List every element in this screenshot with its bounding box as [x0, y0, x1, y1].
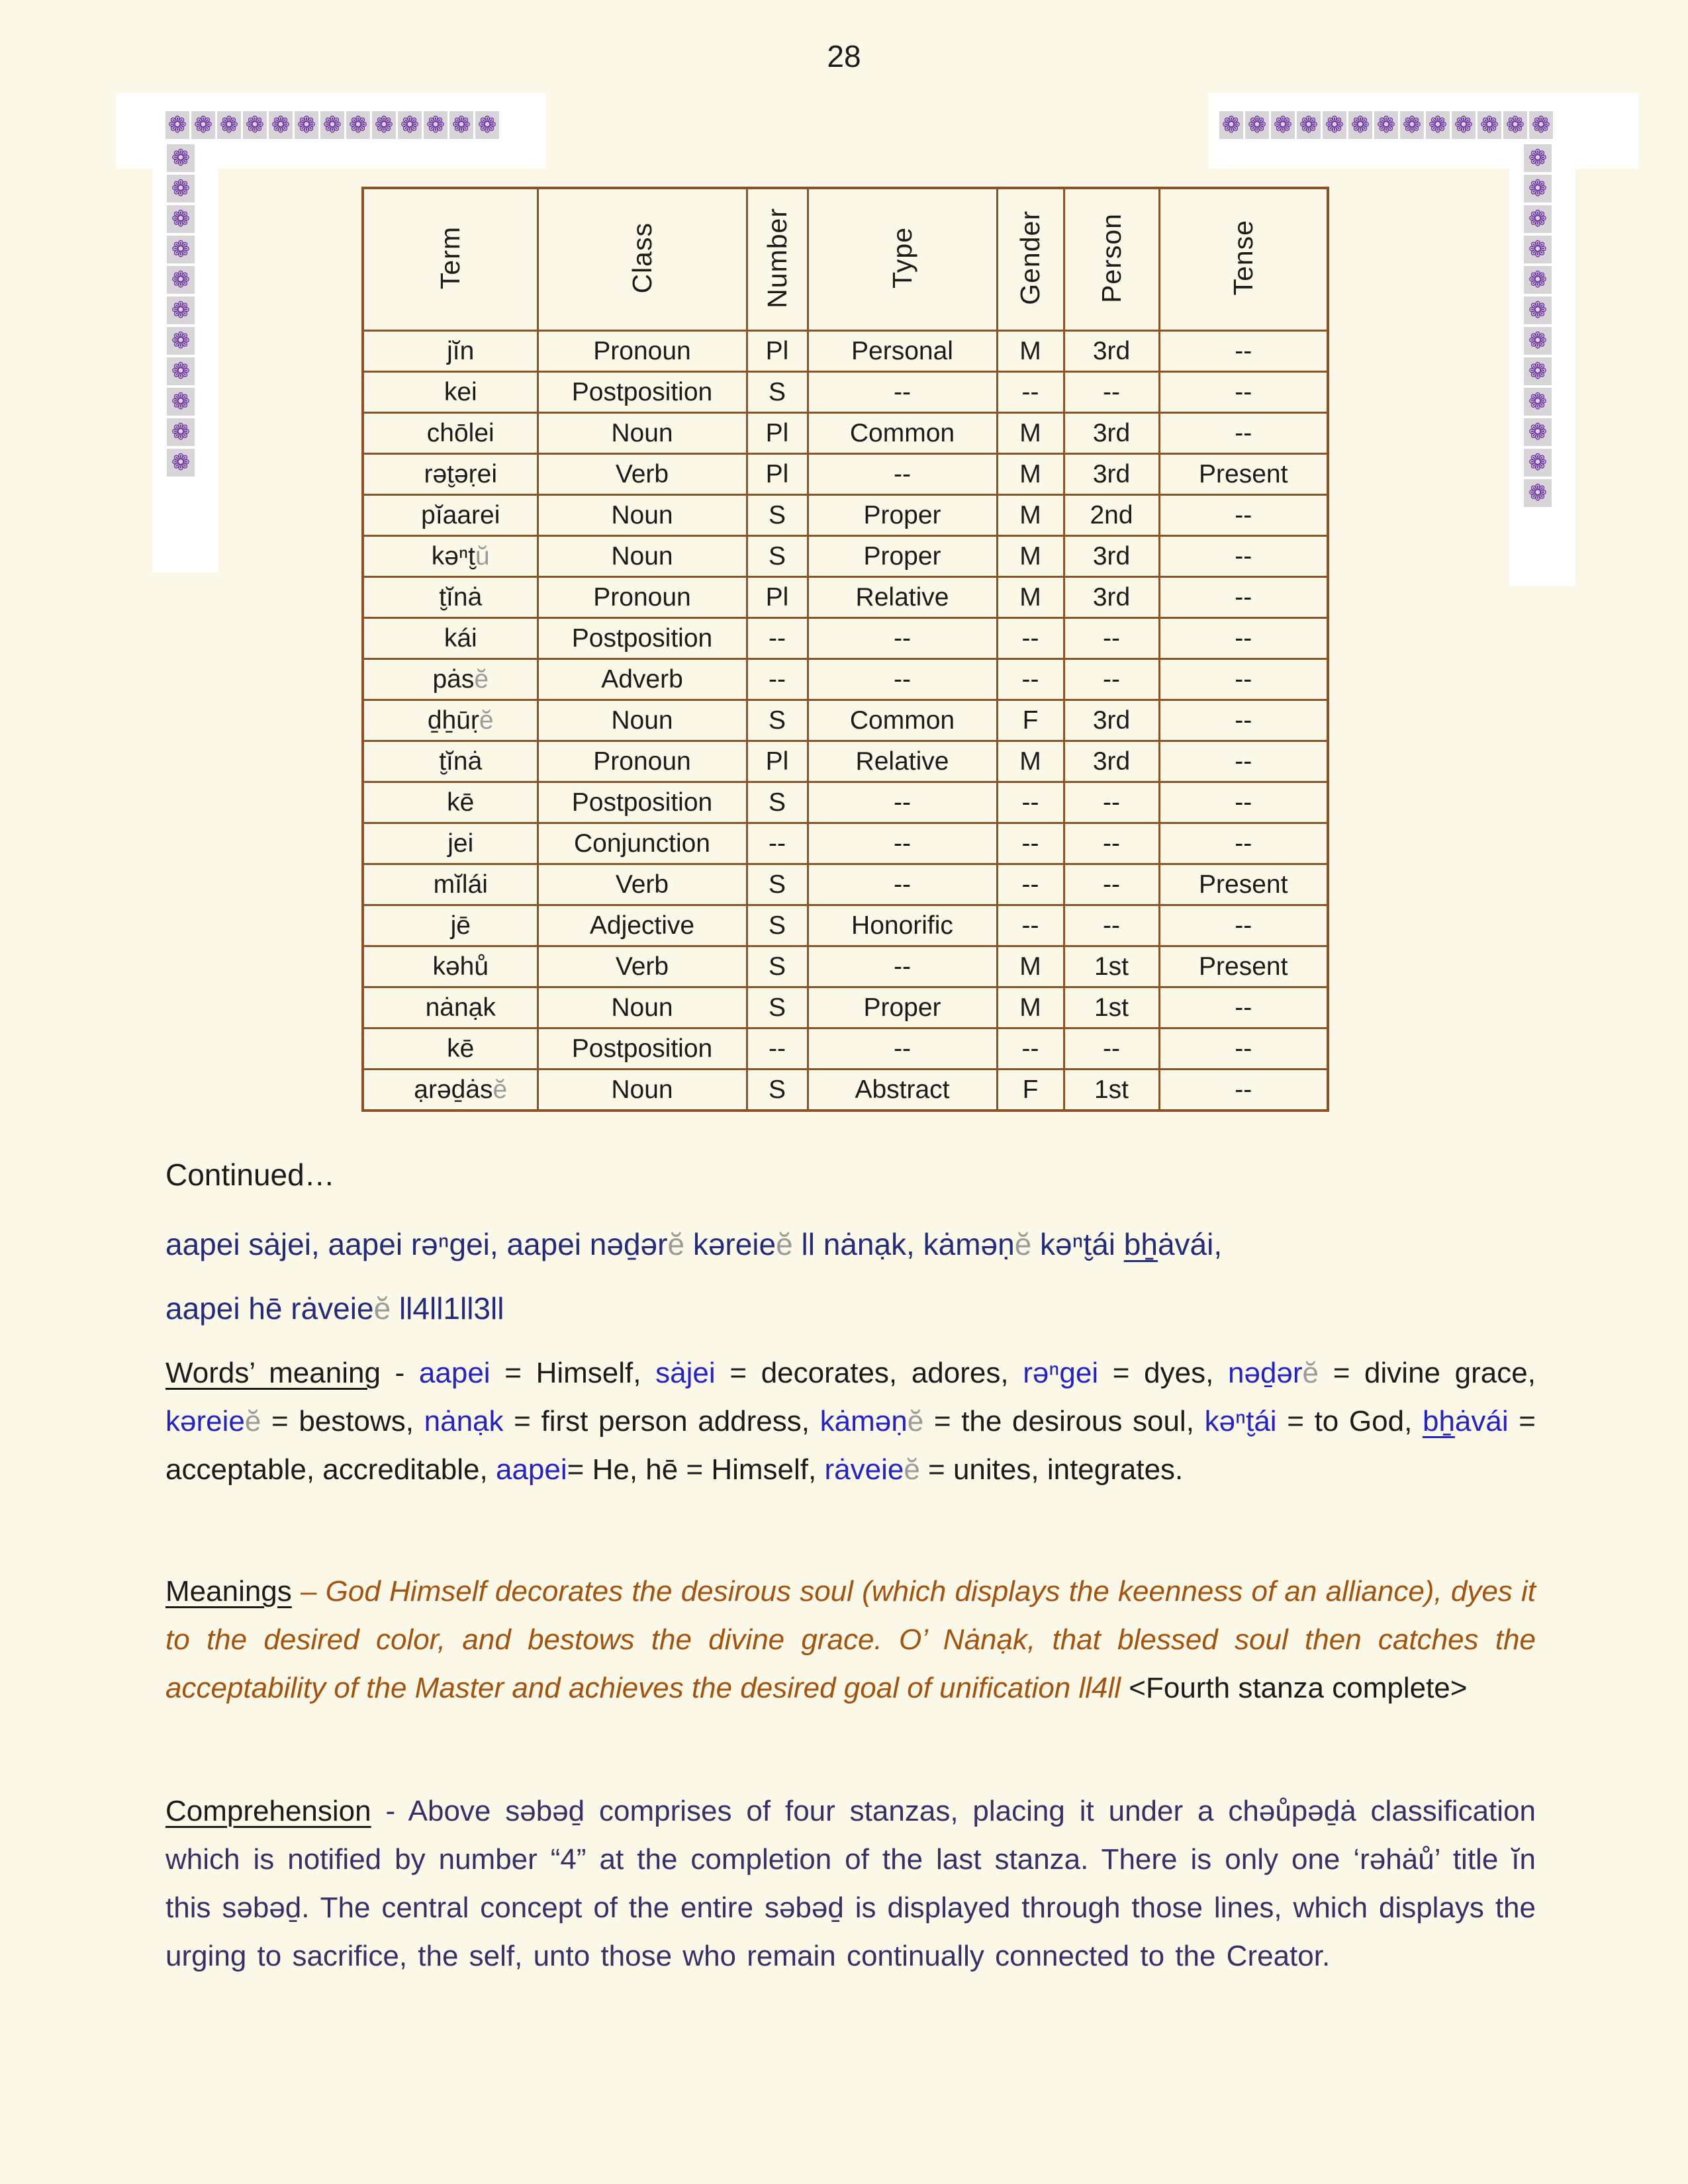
- person-cell: --: [1064, 618, 1159, 659]
- type-cell: Proper: [808, 495, 997, 536]
- text-segment: aapei hē rȧveie: [165, 1291, 374, 1326]
- text-segment: ȧvái,: [1157, 1227, 1223, 1261]
- text-segment: ĕ: [373, 1291, 391, 1326]
- header-type: Type: [808, 188, 997, 331]
- term-cell: pĭaarei: [363, 495, 538, 536]
- person-cell: 1st: [1064, 987, 1159, 1028]
- header-gender: Gender: [997, 188, 1064, 331]
- number-cell: --: [747, 1028, 808, 1069]
- person-cell: 3rd: [1064, 413, 1159, 454]
- text-segment: aapei: [495, 1453, 567, 1486]
- tense-cell: --: [1159, 577, 1328, 618]
- text-segment: = He, hē = Himself,: [567, 1453, 825, 1486]
- number-cell: S: [747, 864, 808, 905]
- flower-icon: ❁: [449, 111, 473, 139]
- term-cell: chōlei: [363, 413, 538, 454]
- gender-cell: M: [997, 413, 1064, 454]
- flower-icon: ❁: [475, 111, 499, 139]
- tense-cell: --: [1159, 659, 1328, 700]
- class-cell: Verb: [538, 454, 747, 495]
- text-segment: = unites, integrates.: [919, 1453, 1184, 1486]
- number-cell: S: [747, 782, 808, 823]
- text-segment: = bestows,: [261, 1405, 424, 1437]
- tense-cell: --: [1159, 495, 1328, 536]
- type-cell: Abstract: [808, 1069, 997, 1111]
- flower-icon: ❁: [1524, 479, 1552, 507]
- gender-cell: --: [997, 864, 1064, 905]
- tense-cell: --: [1159, 372, 1328, 413]
- text-segment: –: [291, 1575, 326, 1608]
- number-cell: S: [747, 1069, 808, 1111]
- text-segment: God Himself decorates the desirous soul (which displays the keenness of an alliance), dyes it to the desired color, and bestows the divine grace. O’ Nȧnạk, that blessed soul then catches the acceptability of the Master and achieves the desired goal of unification ll4ll: [165, 1575, 1536, 1704]
- table-row: [363, 864, 1328, 905]
- term-cell: kē: [363, 1028, 538, 1069]
- table-row: [363, 495, 1328, 536]
- number-cell: S: [747, 372, 808, 413]
- term-cell: jei: [363, 823, 538, 864]
- tense-cell: --: [1159, 536, 1328, 577]
- flower-icon: ❁: [320, 111, 344, 139]
- tense-cell: --: [1159, 741, 1328, 782]
- number-cell: S: [747, 946, 808, 987]
- person-cell: 3rd: [1064, 454, 1159, 495]
- gender-cell: --: [997, 372, 1064, 413]
- text-segment: ĕ: [904, 1453, 920, 1486]
- table-row: [363, 987, 1328, 1028]
- silent-letter: ĕ: [474, 664, 489, 694]
- person-cell: 2nd: [1064, 495, 1159, 536]
- tense-cell: --: [1159, 1028, 1328, 1069]
- flower-border-right: [1524, 144, 1552, 507]
- class-cell: Postposition: [538, 1028, 747, 1069]
- text-segment: = Himself,: [490, 1357, 656, 1389]
- number-cell: S: [747, 987, 808, 1028]
- table-row: [363, 905, 1328, 946]
- person-cell: 3rd: [1064, 331, 1159, 372]
- table-row: [363, 372, 1328, 413]
- table-row: [363, 413, 1328, 454]
- text-segment: ĕ: [907, 1405, 924, 1437]
- person-cell: 1st: [1064, 1069, 1159, 1111]
- tense-cell: --: [1159, 782, 1328, 823]
- term-cell: jĭn: [363, 331, 538, 372]
- table-row: [363, 946, 1328, 987]
- meanings-paragraph: [165, 1567, 1536, 1712]
- class-cell: Postposition: [538, 372, 747, 413]
- gurbani-quote: [165, 1212, 1536, 1341]
- text-segment: ȧvái: [1454, 1405, 1509, 1437]
- text-segment: kəreie: [165, 1405, 245, 1437]
- flower-icon: ❁: [167, 175, 195, 203]
- table-row: [363, 1028, 1328, 1069]
- page-number: 28: [827, 39, 861, 73]
- flower-icon: ❁: [295, 111, 318, 139]
- flower-icon: ❁: [1524, 357, 1552, 385]
- flower-icon: ❁: [372, 111, 396, 139]
- text-segment: kəⁿt̮ái: [1204, 1405, 1277, 1437]
- person-cell: 3rd: [1064, 700, 1159, 741]
- class-cell: Postposition: [538, 782, 747, 823]
- type-cell: --: [808, 618, 997, 659]
- flower-icon: ❁: [1524, 236, 1552, 263]
- term-cell: ḏẖūṛĕ: [363, 700, 538, 741]
- type-cell: Relative: [808, 741, 997, 782]
- text-segment: -: [380, 1357, 419, 1389]
- gender-cell: M: [997, 987, 1064, 1028]
- table-row: [363, 454, 1328, 495]
- person-cell: 3rd: [1064, 741, 1159, 782]
- table-row: [363, 741, 1328, 782]
- flower-icon: ❁: [243, 111, 267, 139]
- tense-cell: Present: [1159, 864, 1328, 905]
- flower-icon: ❁: [217, 111, 241, 139]
- class-cell: Adjective: [538, 905, 747, 946]
- flower-icon: ❁: [1426, 111, 1450, 139]
- text-segment: Comprehension: [165, 1795, 371, 1827]
- type-cell: --: [808, 864, 997, 905]
- term-cell: kəⁿt̮ŭ: [363, 536, 538, 577]
- type-cell: Proper: [808, 987, 997, 1028]
- silent-letter: ĕ: [492, 1075, 508, 1104]
- flower-icon: ❁: [1271, 111, 1295, 139]
- type-cell: --: [808, 782, 997, 823]
- number-cell: --: [747, 823, 808, 864]
- class-cell: Postposition: [538, 618, 747, 659]
- type-cell: --: [808, 823, 997, 864]
- text-segment: nəḏər: [1228, 1357, 1303, 1389]
- number-cell: Pl: [747, 741, 808, 782]
- text-segment: = decorates, adores,: [715, 1357, 1023, 1389]
- flower-icon: ❁: [167, 266, 195, 294]
- class-cell: Noun: [538, 536, 747, 577]
- flower-icon: ❁: [1524, 175, 1552, 203]
- text-segment: kȧməṇ: [820, 1405, 908, 1437]
- flower-icon: ❁: [167, 236, 195, 263]
- term-cell: nȧnạk: [363, 987, 538, 1028]
- class-cell: Pronoun: [538, 741, 747, 782]
- term-cell: t̮ĭnȧ: [363, 577, 538, 618]
- type-cell: --: [808, 1028, 997, 1069]
- flower-icon: ❁: [167, 144, 195, 172]
- silent-letter: ĕ: [479, 705, 494, 735]
- text-segment: bẖ: [1123, 1227, 1158, 1261]
- term-cell: rət̮əṛei: [363, 454, 538, 495]
- flower-icon: ❁: [167, 388, 195, 416]
- gender-cell: M: [997, 577, 1064, 618]
- number-cell: Pl: [747, 331, 808, 372]
- flower-icon: ❁: [1400, 111, 1424, 139]
- text-segment: = first person address,: [503, 1405, 820, 1437]
- text-segment: ĕ: [244, 1405, 261, 1437]
- flower-icon: ❁: [167, 296, 195, 324]
- flower-icon: ❁: [1219, 111, 1243, 139]
- flower-icon: ❁: [1524, 296, 1552, 324]
- flower-icon: ❁: [1348, 111, 1372, 139]
- type-cell: --: [808, 946, 997, 987]
- tense-cell: Present: [1159, 454, 1328, 495]
- text-segment: = dyes,: [1098, 1357, 1228, 1389]
- type-cell: Honorific: [808, 905, 997, 946]
- term-cell: jē: [363, 905, 538, 946]
- flower-border-top-right: [1219, 111, 1553, 139]
- flower-icon: ❁: [424, 111, 447, 139]
- flower-icon: ❁: [1524, 144, 1552, 172]
- text-segment: = the desirous soul,: [923, 1405, 1205, 1437]
- text-segment: Words’ meaning: [165, 1357, 381, 1389]
- text-segment: Meanings: [165, 1575, 292, 1608]
- flower-icon: ❁: [167, 418, 195, 446]
- type-cell: Common: [808, 700, 997, 741]
- text-segment: = acceptable, accreditable,: [165, 1405, 1536, 1486]
- tense-cell: --: [1159, 823, 1328, 864]
- comprehension-paragraph: [165, 1787, 1536, 1980]
- table-row: [363, 659, 1328, 700]
- flower-icon: ❁: [1524, 205, 1552, 233]
- type-cell: --: [808, 372, 997, 413]
- type-cell: Common: [808, 413, 997, 454]
- class-cell: Verb: [538, 864, 747, 905]
- text-segment: nȧnạk: [424, 1405, 504, 1437]
- text-segment: ĕ: [776, 1227, 793, 1261]
- class-cell: Conjunction: [538, 823, 747, 864]
- person-cell: --: [1064, 1028, 1159, 1069]
- flower-icon: ❁: [269, 111, 293, 139]
- flower-icon: ❁: [1524, 418, 1552, 446]
- gender-cell: M: [997, 536, 1064, 577]
- table-row: [363, 1069, 1328, 1111]
- type-cell: --: [808, 454, 997, 495]
- gender-cell: --: [997, 823, 1064, 864]
- continued-label: Continued…: [165, 1158, 335, 1192]
- text-segment: aapei: [418, 1357, 491, 1389]
- number-cell: S: [747, 536, 808, 577]
- type-cell: Relative: [808, 577, 997, 618]
- number-cell: --: [747, 659, 808, 700]
- term-cell: ạrəḏȧsĕ: [363, 1069, 538, 1111]
- class-cell: Noun: [538, 987, 747, 1028]
- quote-line-1: [165, 1212, 1536, 1277]
- header-class: Class: [538, 188, 747, 331]
- tense-cell: --: [1159, 331, 1328, 372]
- header-person: Person: [1064, 188, 1159, 331]
- flower-icon: ❁: [167, 357, 195, 385]
- text-segment: Above səbəḏ comprises of four stanzas, placing it under a chəůpəḏȧ classification which is notified by number “4” at the completion of the last stanza. There is only one ‘rəhȧů’ title ĭn this səbəḏ. The central concept of the entire səbəḏ is displayed through those lines, which displays the urging to sacrifice, the self, unto those who remain continually connected to the Creator.: [165, 1795, 1536, 1972]
- grammar-table: [361, 187, 1329, 1112]
- text-segment: = divine grace,: [1319, 1357, 1536, 1389]
- text-segment: -: [371, 1795, 408, 1827]
- flower-icon: ❁: [167, 327, 195, 355]
- number-cell: Pl: [747, 454, 808, 495]
- gender-cell: M: [997, 495, 1064, 536]
- table-row: [363, 331, 1328, 372]
- text-segment: <Fourth stanza complete>: [1121, 1672, 1468, 1704]
- flower-icon: ❁: [1245, 111, 1269, 139]
- gender-cell: M: [997, 946, 1064, 987]
- table-row: [363, 618, 1328, 659]
- type-cell: Proper: [808, 536, 997, 577]
- text-segment: bẖ: [1422, 1405, 1455, 1437]
- text-segment: ĕ: [1302, 1357, 1319, 1389]
- class-cell: Noun: [538, 413, 747, 454]
- flower-icon: ❁: [1503, 111, 1527, 139]
- person-cell: 3rd: [1064, 536, 1159, 577]
- flower-icon: ❁: [1323, 111, 1346, 139]
- quote-line-2: [165, 1277, 1536, 1341]
- text-segment: ll4ll1ll3ll: [391, 1291, 504, 1326]
- tense-cell: --: [1159, 1069, 1328, 1111]
- tense-cell: --: [1159, 413, 1328, 454]
- number-cell: S: [747, 700, 808, 741]
- person-cell: 3rd: [1064, 577, 1159, 618]
- person-cell: --: [1064, 864, 1159, 905]
- text-segment: rəⁿgei: [1023, 1357, 1099, 1389]
- number-cell: --: [747, 618, 808, 659]
- flower-icon: ❁: [167, 449, 195, 477]
- text-segment: kəreie: [684, 1227, 776, 1261]
- person-cell: 1st: [1064, 946, 1159, 987]
- flower-icon: ❁: [167, 205, 195, 233]
- tense-cell: --: [1159, 700, 1328, 741]
- text-segment: kəⁿt̮ái: [1031, 1227, 1124, 1261]
- flower-border-top-left: [165, 111, 499, 139]
- term-cell: kei: [363, 372, 538, 413]
- tense-cell: --: [1159, 618, 1328, 659]
- header-tense: Tense: [1159, 188, 1328, 331]
- number-cell: Pl: [747, 413, 808, 454]
- gender-cell: --: [997, 618, 1064, 659]
- flower-icon: ❁: [1524, 449, 1552, 477]
- gender-cell: --: [997, 782, 1064, 823]
- table-row: [363, 782, 1328, 823]
- person-cell: --: [1064, 905, 1159, 946]
- class-cell: Adverb: [538, 659, 747, 700]
- flower-icon: ❁: [165, 111, 189, 139]
- flower-icon: ❁: [1524, 266, 1552, 294]
- table-row: [363, 700, 1328, 741]
- type-cell: Personal: [808, 331, 997, 372]
- text-segment: ĕ: [1014, 1227, 1032, 1261]
- term-cell: kái: [363, 618, 538, 659]
- class-cell: Noun: [538, 495, 747, 536]
- gender-cell: F: [997, 700, 1064, 741]
- class-cell: Noun: [538, 1069, 747, 1111]
- flower-icon: ❁: [1297, 111, 1321, 139]
- term-cell: pȧsĕ: [363, 659, 538, 700]
- text-segment: ll nȧnạk, kȧməṇ: [792, 1227, 1015, 1261]
- flower-icon: ❁: [1452, 111, 1476, 139]
- tense-cell: Present: [1159, 946, 1328, 987]
- gender-cell: F: [997, 1069, 1064, 1111]
- text-segment: sȧjei: [655, 1357, 716, 1389]
- number-cell: Pl: [747, 577, 808, 618]
- number-cell: S: [747, 495, 808, 536]
- term-cell: mĭlái: [363, 864, 538, 905]
- flower-icon: ❁: [1477, 111, 1501, 139]
- flower-icon: ❁: [191, 111, 215, 139]
- flower-icon: ❁: [1529, 111, 1553, 139]
- gender-cell: --: [997, 905, 1064, 946]
- table-header-row: [363, 188, 1328, 331]
- flower-icon: ❁: [398, 111, 422, 139]
- table-row: [363, 577, 1328, 618]
- gender-cell: M: [997, 331, 1064, 372]
- text-segment: rȧveie: [824, 1453, 904, 1486]
- type-cell: --: [808, 659, 997, 700]
- flower-icon: ❁: [1524, 388, 1552, 416]
- text-segment: aapei sȧjei, aapei rəⁿgei, aapei nəḏər: [165, 1227, 668, 1261]
- words-meaning-paragraph: [165, 1349, 1536, 1494]
- silent-letter: ŭ: [475, 541, 490, 570]
- flower-icon: ❁: [1524, 327, 1552, 355]
- table-row: [363, 823, 1328, 864]
- gender-cell: M: [997, 454, 1064, 495]
- text-segment: ĕ: [667, 1227, 685, 1261]
- number-cell: S: [747, 905, 808, 946]
- gender-cell: --: [997, 659, 1064, 700]
- gender-cell: --: [997, 1028, 1064, 1069]
- flower-icon: ❁: [346, 111, 370, 139]
- tense-cell: --: [1159, 905, 1328, 946]
- person-cell: --: [1064, 659, 1159, 700]
- class-cell: Pronoun: [538, 577, 747, 618]
- class-cell: Noun: [538, 700, 747, 741]
- flower-icon: ❁: [1374, 111, 1398, 139]
- class-cell: Verb: [538, 946, 747, 987]
- header-term: Term: [363, 188, 538, 331]
- header-number: Number: [747, 188, 808, 331]
- person-cell: --: [1064, 782, 1159, 823]
- gender-cell: M: [997, 741, 1064, 782]
- table-row: [363, 536, 1328, 577]
- person-cell: --: [1064, 823, 1159, 864]
- term-cell: kəhů: [363, 946, 538, 987]
- text-segment: = to God,: [1276, 1405, 1423, 1437]
- person-cell: --: [1064, 372, 1159, 413]
- term-cell: kē: [363, 782, 538, 823]
- tense-cell: --: [1159, 987, 1328, 1028]
- flower-border-left: [167, 144, 195, 477]
- class-cell: Pronoun: [538, 331, 747, 372]
- term-cell: t̮ĭnȧ: [363, 741, 538, 782]
